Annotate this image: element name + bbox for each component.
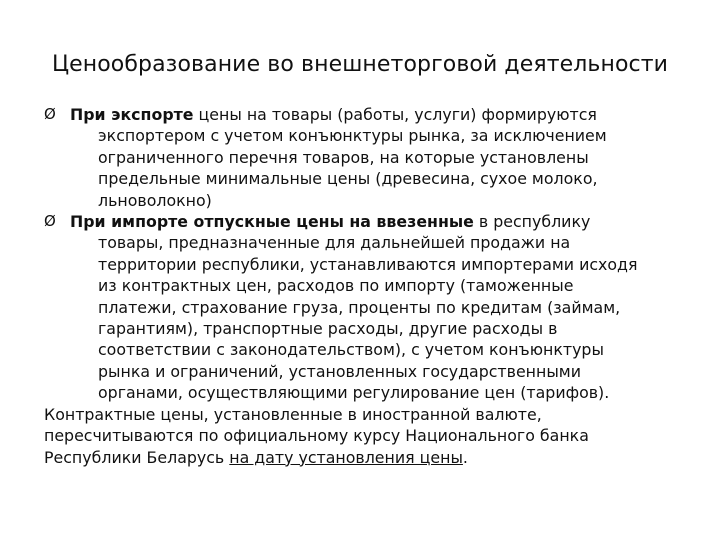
bullet-import-line: рынка и ограничений, установленных государственными [98,361,581,381]
paragraph-last-line-start: Республики Беларусь [44,447,230,467]
paragraph-last-line-end: . [462,447,468,467]
bullet-arrow-icon: Ø [44,212,56,231]
slide-title: Ценообразование во внешнеторговой деятельности [51,52,669,77]
bullet-export-line: льноволокно) [98,190,212,210]
bullet-export-line: предельные минимальные цены (древесина, сухое молоко, [98,169,598,189]
paragraph-last-line [44,447,684,468]
bullet-export-first-line [70,104,607,125]
bullet-import-line: территории республики, устанавливаются импортерами исходя [98,254,638,274]
bullet-import-line: из контрактных цен, расходов по импорту (таможенные [98,276,574,296]
bullet-import-line: органами, осуществляющими регулирование цен (тарифов). [98,383,610,403]
bullet-import-first-rest: в республику [473,212,591,232]
slide-body [44,104,684,468]
bullet-import-line: соответствии с законодательством), с учетом конъюнктуры [98,340,604,360]
contract-prices-paragraph [44,404,684,468]
bullet-import-line: платежи, страхование груза, проценты по кредитам (займам, [98,297,621,317]
bullet-arrow-icon: Ø [44,105,56,123]
bullet-import-first-line [70,211,637,232]
bullet-import-lead: При импорте отпускные цены на ввезенные [70,212,474,232]
underlined-date-phrase: на дату установления цены [229,447,463,467]
bullet-import-line: товары, предназначенные для дальнейшей продажи на [98,233,571,253]
bullet-import-line: гарантиям), транспортные расходы, другие расходы в [98,319,558,339]
bullet-import-text [70,211,637,404]
bullet-export-line: экспортером с учетом конъюнктуры рынка, за исключением [98,126,607,146]
bullet-export [44,104,684,211]
bullet-export-text [70,104,607,211]
paragraph-line: пересчитываются по официальному курсу Национального банка [44,426,589,446]
bullet-export-lead: При экспорте [70,105,194,124]
paragraph-line: Контрактные цены, установленные в иностранной валюте, [44,404,542,424]
bullet-import [44,211,684,404]
bullet-export-line: ограниченного перечня товаров, на которые установлены [98,147,589,167]
bullet-export-first-rest: цены на товары (работы, услуги) формируются [193,105,597,124]
